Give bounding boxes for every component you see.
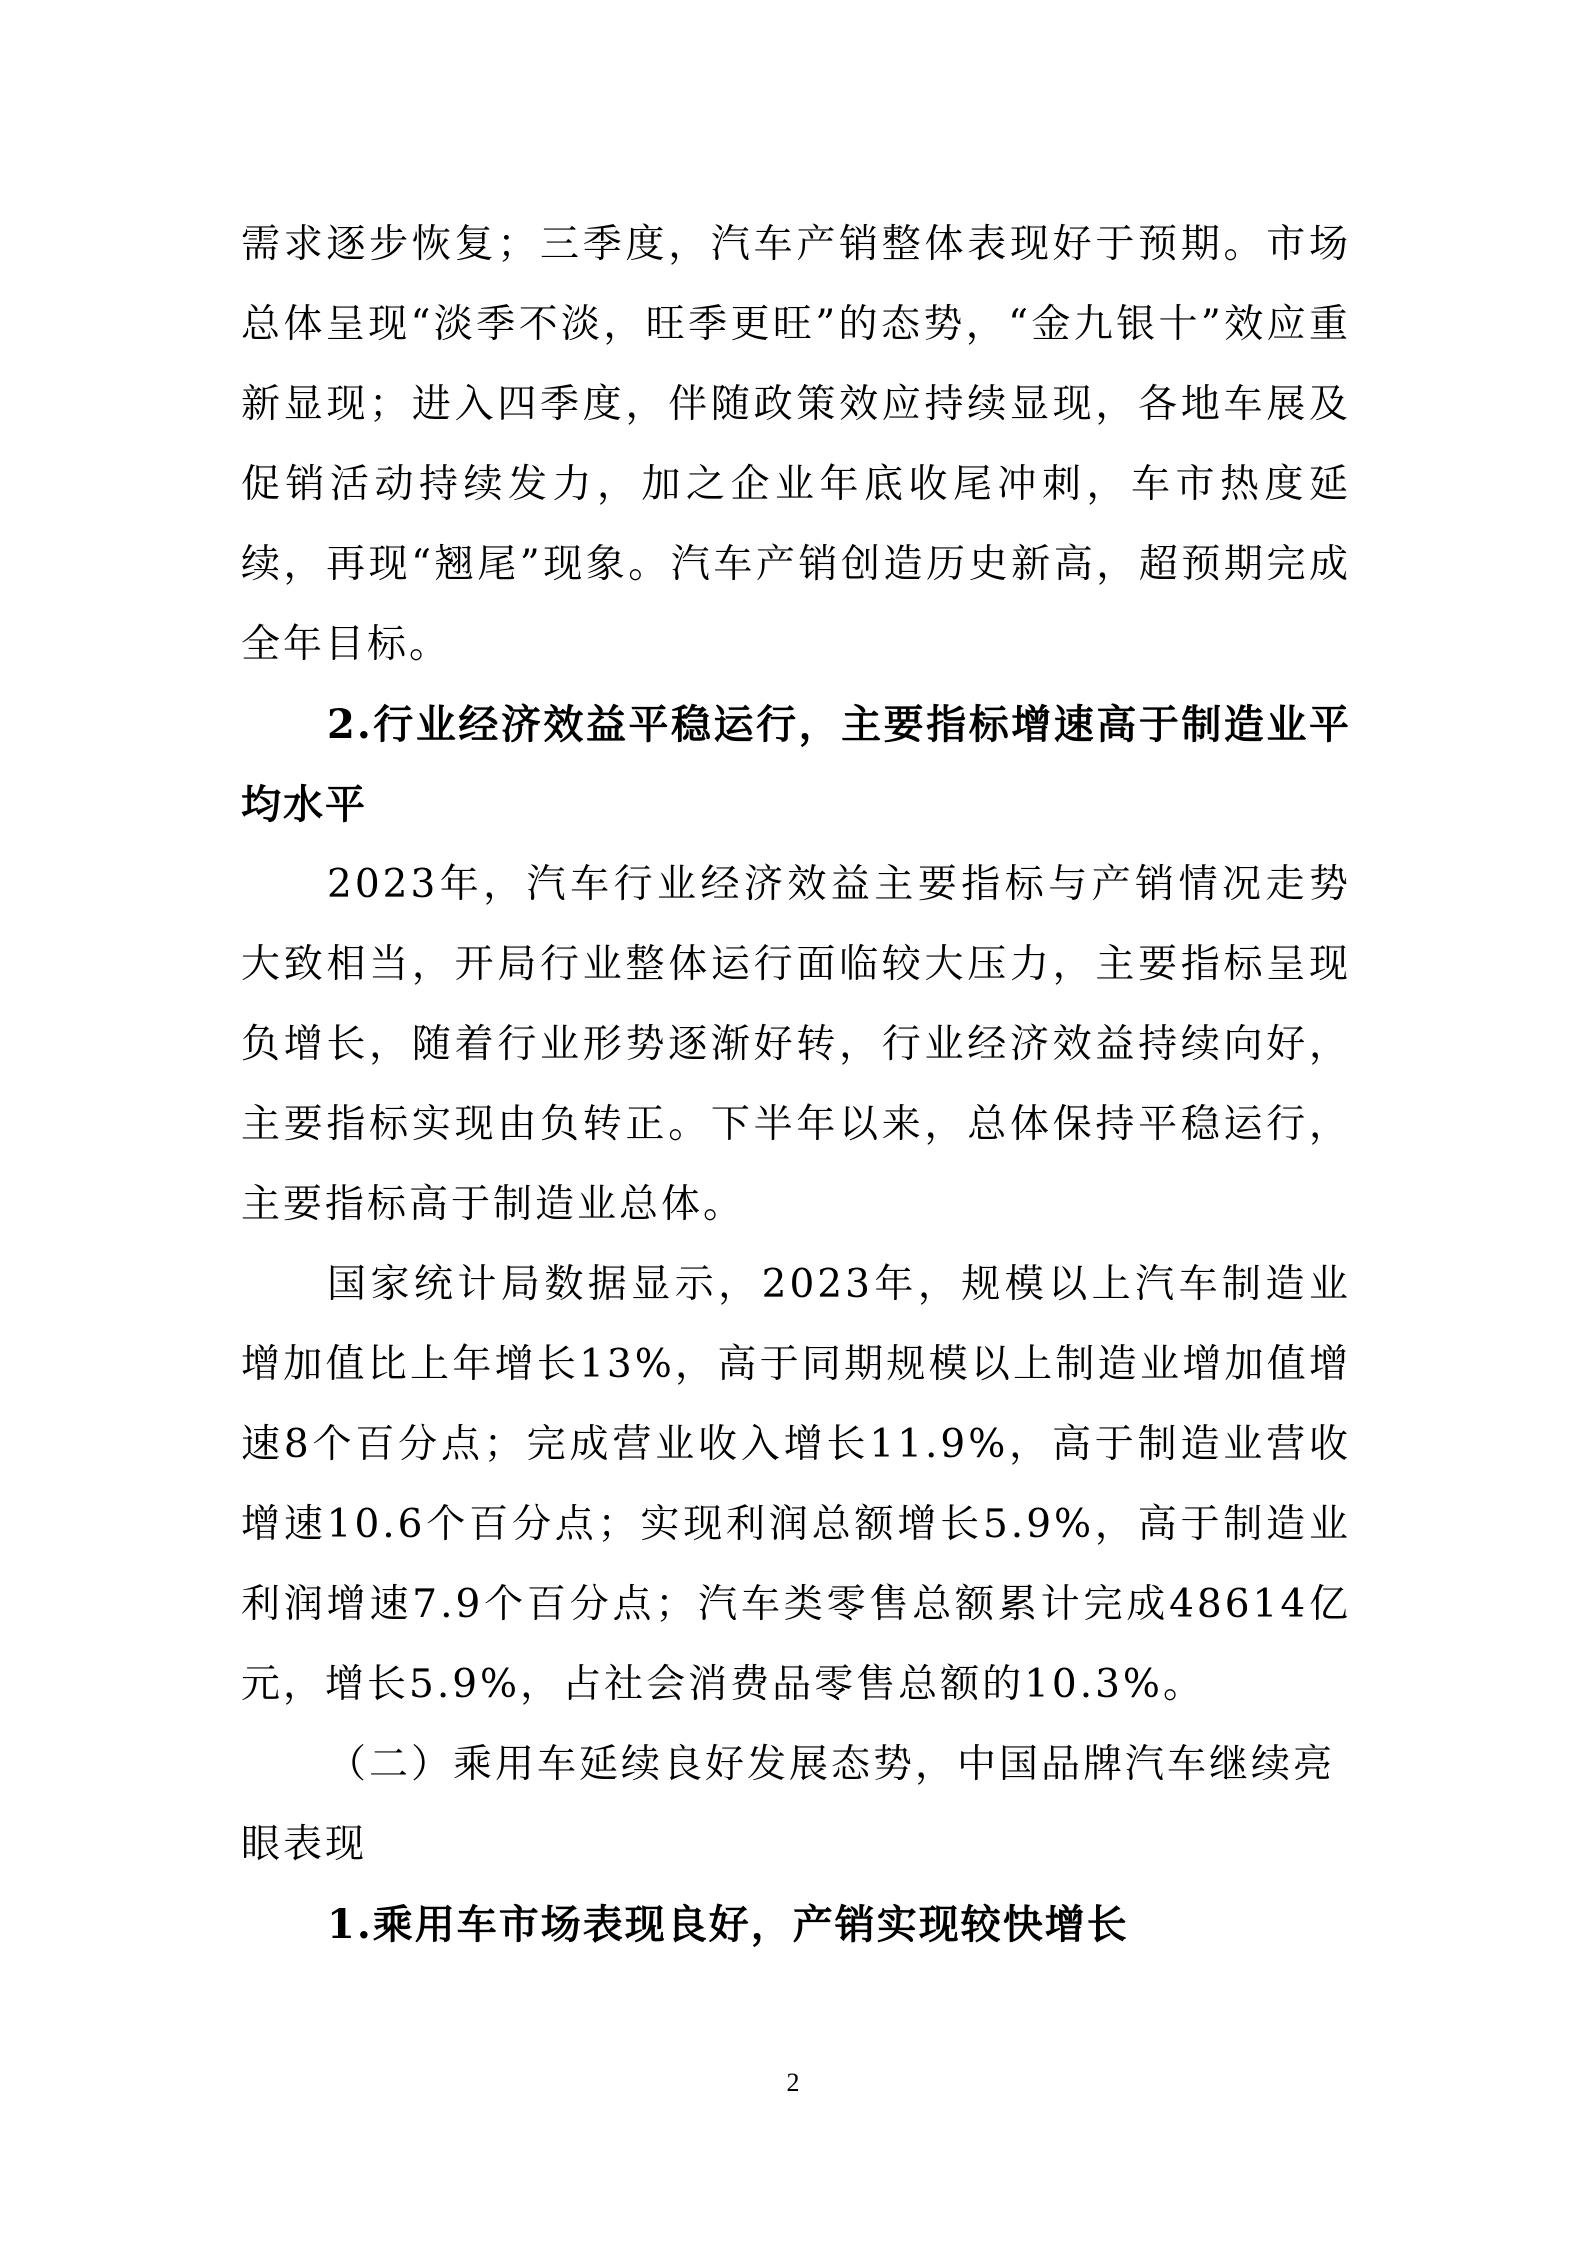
paragraph-demand-recovery: 需求逐步恢复；三季度，汽车产销整体表现好于预期。市场总体呈现“淡季不淡，旺季更旺”的态势，“金九银十”效应重新显现；进入四季度，伴随政策效应持续显现，各地车展及促销活动持续发力，加之企业年底收尾冲刺，车市热度延续，再现“翘尾”现象。汽车产销创造历史新高，超预期完成全年目标。	[241, 222, 1351, 667]
paragraph-economic-trend: 2023年，汽车行业经济效益主要指标与产销情况走势大致相当，开局行业整体运行面临较大压力，主要指标呈现负增长，随着行业形势逐渐好转，行业经济效益持续向好，主要指标实现由负转正。下半年以来，总体保持平稳运行，主要指标高于制造业总体。	[241, 862, 1351, 1227]
paragraph-statistics: 国家统计局数据显示，2023年，规模以上汽车制造业增加值比上年增长13%，高于同期规模以上制造业增加值增速8个百分点；完成营业收入增长11.9%，高于制造业营收增速10.6个百分点；实现利润总额增长5.9%，高于制造业利润增速7.9个百分点；汽车类零售总额累计完成48614亿元，增长5.9%，占社会消费品零售总额的10.3%。	[241, 1262, 1351, 1707]
page-number: 2	[786, 2068, 800, 2097]
section-heading-passenger-vehicles: （二）乘用车延续良好发展态势，中国品牌汽车继续亮眼表现	[241, 1742, 1336, 1867]
heading-passenger-market: 1.乘用车市场表现良好，产销实现较快增长	[327, 1901, 1129, 1948]
document-body	[241, 205, 1351, 1965]
heading-economic-benefits: 2.行业经济效益平稳运行，主要指标增速高于制造业平均水平	[241, 701, 1351, 828]
